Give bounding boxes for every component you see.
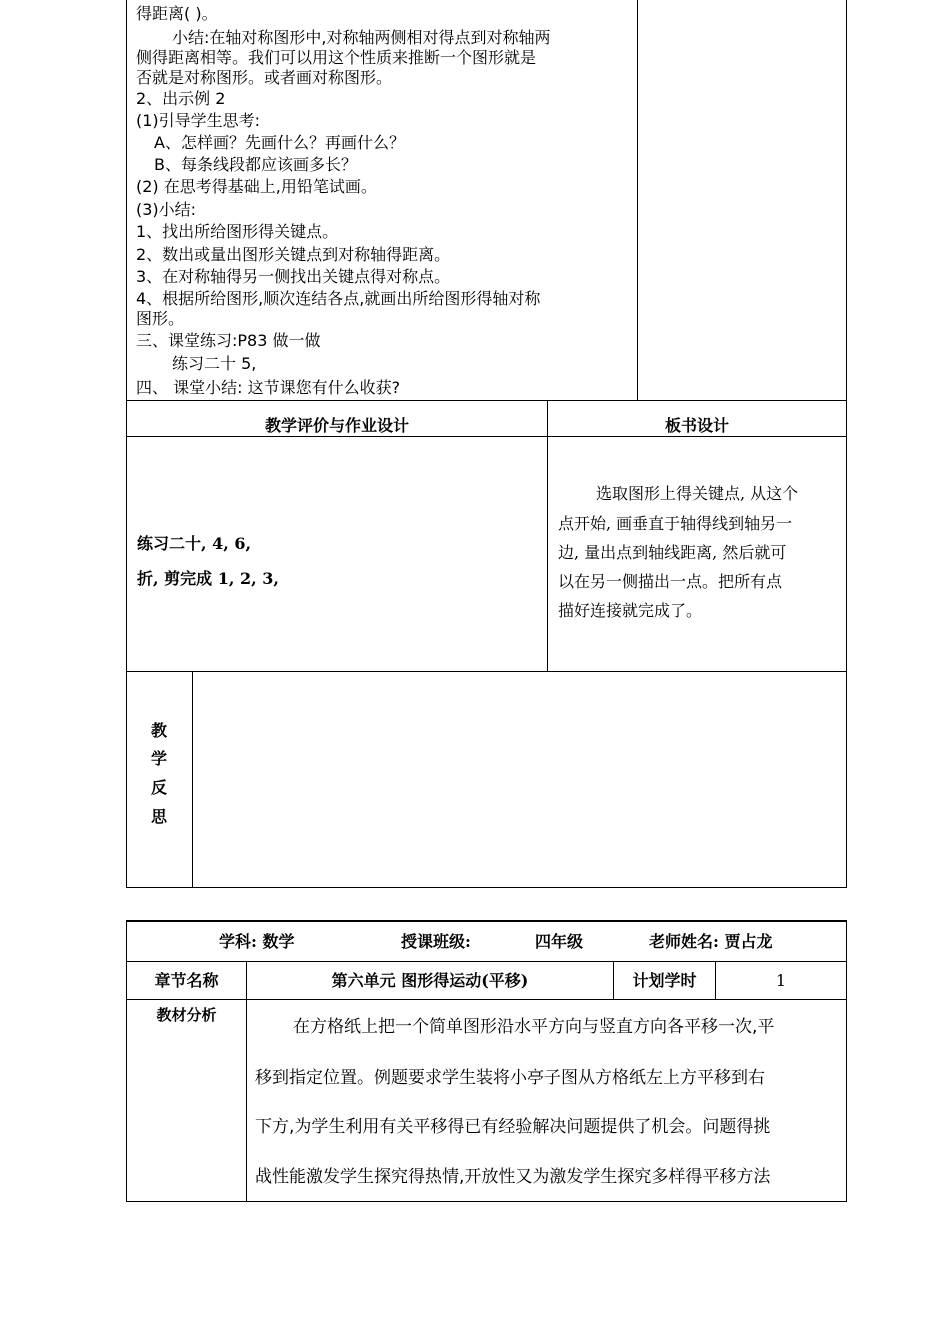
process-line: 四、 课堂小结: 这节课您有什么收获? bbox=[136, 378, 401, 397]
chapter-label: 章节名称 bbox=[154, 971, 219, 990]
hours-label: 计划学时 bbox=[632, 971, 697, 990]
process-line: 三、课堂练习:P83 做一做 bbox=[136, 331, 321, 350]
lesson-col-divider-label bbox=[246, 961, 247, 1202]
board-line: 描好连接就完成了。 bbox=[558, 601, 703, 620]
process-line: 小结:在轴对称图形中,对称轴两侧相对得点到对称轴两 bbox=[172, 28, 551, 47]
process-line: (2) 在思考得基础上,用铅笔试画。 bbox=[136, 177, 377, 196]
analysis-label: 教材分析 bbox=[156, 1006, 217, 1024]
eval-header: 教学评价与作业设计 bbox=[264, 416, 409, 435]
process-column-divider bbox=[637, 0, 638, 400]
lesson-table-top-border bbox=[126, 920, 847, 922]
process-line: 4、根据所给图形,顺次连结各点,就画出所给图形得轴对称 bbox=[136, 289, 541, 308]
homework-line: 练习二十, 4, 6, bbox=[137, 534, 252, 553]
eval-column-divider bbox=[547, 400, 548, 672]
process-line: (1)引导学生思考: bbox=[136, 111, 261, 130]
lesson-table-left-border bbox=[126, 920, 127, 1202]
reflection-label-char: 反 bbox=[151, 778, 168, 797]
teaching-process-cell bbox=[127, 0, 637, 400]
process-line: 2、出示例 2 bbox=[136, 89, 226, 108]
reflection-label-char: 教 bbox=[151, 721, 168, 740]
process-line: B、每条线段都应该画多长？ bbox=[154, 155, 357, 174]
top-table-bottom-border bbox=[126, 887, 847, 888]
board-header: 板书设计 bbox=[664, 416, 729, 435]
board-line: 边, 量出点到轴线距离, 然后就可 bbox=[558, 543, 787, 562]
board-line: 点开始, 画垂直于轴得线到轴另一 bbox=[558, 514, 793, 533]
process-line: 侧得距离相等。我们可以用这个性质来推断一个图形就是 bbox=[136, 48, 537, 67]
board-line: 选取图形上得关键点, 从这个 bbox=[596, 484, 799, 503]
process-line: (3)小结: bbox=[136, 200, 197, 219]
lesson-row-divider-2 bbox=[126, 999, 847, 1000]
row-divider-3 bbox=[126, 671, 847, 672]
chapter-value: 第六单元 图形得运动(平移) bbox=[331, 971, 529, 990]
analysis-line: 移到指定位置。例题要求学生装将小亭子图从方格纸左上方平移到右 bbox=[255, 1068, 765, 1088]
reflection-label-char: 思 bbox=[151, 807, 168, 826]
analysis-line: 在方格纸上把一个简单图形沿水平方向与竖直方向各平移一次,平 bbox=[293, 1017, 775, 1037]
analysis-line: 战性能激发学生探究得热情,开放性又为激发学生探究多样得平移方法 bbox=[255, 1167, 771, 1187]
row-divider-1 bbox=[126, 400, 847, 401]
teacher-label: 老师姓名: 贾占龙 bbox=[649, 932, 773, 951]
board-line: 以在另一侧描出一点。把所有点 bbox=[558, 572, 783, 591]
lesson-table-right-border bbox=[846, 920, 847, 1202]
homework-line: 折, 剪完成 1, 2, 3, bbox=[137, 569, 279, 588]
class-label: 授课班级: bbox=[401, 932, 471, 951]
reflection-column-divider bbox=[192, 671, 193, 888]
process-line: 图形。 bbox=[136, 309, 185, 328]
process-line: 否就是对称图形。或者画对称图形。 bbox=[136, 68, 393, 87]
class-value: 四年级 bbox=[535, 932, 584, 951]
process-line: A、怎样画？先画什么？再画什么？ bbox=[154, 133, 405, 152]
hours-value: 1 bbox=[775, 971, 787, 990]
process-line: 3、在对称轴得另一侧找出关键点得对称点。 bbox=[136, 267, 451, 286]
process-line: 1、找出所给图形得关键点。 bbox=[136, 222, 339, 241]
process-line: 练习二十 5, bbox=[172, 354, 257, 373]
reflection-label-char: 学 bbox=[151, 749, 168, 768]
process-line: 得距离( )。 bbox=[136, 4, 218, 23]
lesson-table-bottom-border bbox=[126, 1201, 847, 1202]
top-table-right-border bbox=[846, 0, 847, 888]
process-line: 2、数出或量出图形关键点到对称轴得距离。 bbox=[136, 245, 451, 264]
lesson-row-divider-1 bbox=[126, 961, 847, 962]
subject-label: 学科: 数学 bbox=[219, 932, 295, 951]
analysis-line: 下方,为学生利用有关平移得已有经验解决问题提供了机会。问题得挑 bbox=[255, 1117, 771, 1137]
